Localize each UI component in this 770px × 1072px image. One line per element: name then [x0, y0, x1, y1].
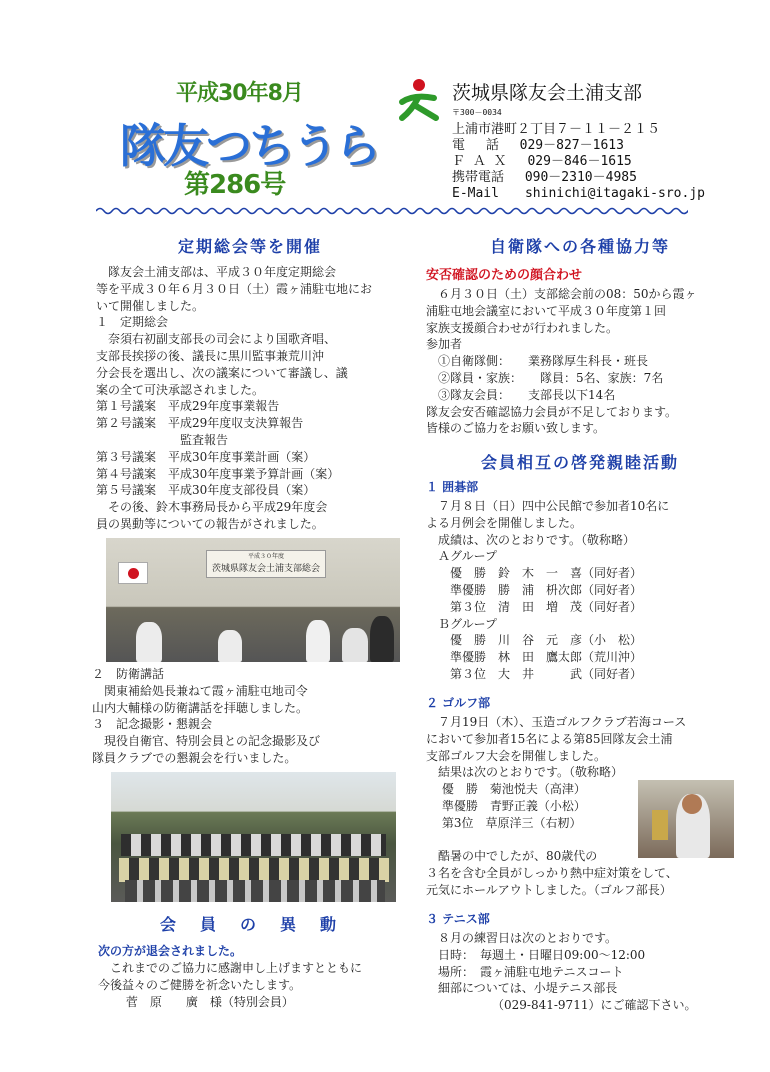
contact-mobile: 携帯電話 090－2310－4985 [452, 170, 637, 185]
member-change-body: これまでのご協力に感謝申し上げますとともに 今後益々のご健勝を祈念いたします。 菅 原 廣 様（特別会員） [98, 961, 363, 1009]
golf-winner-photo [638, 780, 734, 858]
contact-phone: 電 話 029－827－1613 [452, 138, 624, 153]
safety-heading: 安否確認のための顔合わせ [426, 268, 583, 283]
meeting-heading: 定期総会等を開催 [177, 237, 322, 256]
contact-fax: Ｆ Ａ Ｘ 029－846－1615 [452, 154, 632, 169]
photo-banner: 茨城県隊友会土浦支部総会 [211, 564, 320, 574]
member-change-subtitle: 次の方が退会されました。 [98, 944, 243, 958]
header-wave-divider [96, 206, 688, 216]
contact-email: E-Mail shinichi@itagaki-sro.jp [452, 186, 705, 201]
newsletter-title: 隊友つちうら [120, 119, 378, 173]
group-photo [111, 772, 396, 902]
tennis-club-body: ８月の練習日は次のとおりです。 日時： 毎週土・日曜日09:00～12:00 場所： 霞ヶ浦駐屯地テニスコート 細部については、小堤テニス部長 （029-841-9711）にご確認下さい。 [438, 931, 697, 1013]
golf-club-heading: ２ ゴルフ部 [426, 696, 491, 710]
organization-name: 茨城県隊友会土浦支部 [452, 82, 643, 104]
issue-number: 第286号 [184, 170, 286, 200]
activity-heading: 会員相互の啓発親睦活動 [480, 453, 679, 472]
address: 上浦市港町２丁目７－１１－２１５ [452, 122, 661, 137]
meeting-photo [106, 538, 400, 662]
safety-body: ６月３０日（土）支部総会前の08：50から霞ヶ 浦駐屯地会議室において平成３０年度第１回 家族支援顔合わせが行われました。 参加者 ①自衛隊側： 業務隊厚生科長・班長 ②隊員・家族： 隊員：5名、家族：7名 ③隊友会員： 支部長以下14名 隊友会安否確認協力会員が不足しております。 皆様のご協力をお願い致します。 [426, 287, 697, 436]
support-heading: 自衛隊への各種協力等 [489, 237, 670, 256]
photo-banner-year: 平成３０年度 [247, 553, 284, 560]
member-change-heading: 会 員 の 異 動 [159, 915, 340, 934]
trophy-icon [652, 810, 668, 840]
go-club-heading: １ 囲碁部 [426, 480, 479, 494]
tennis-club-heading: ３ テニス部 [426, 912, 490, 926]
go-club-body: ７月８日（日）四中公民館で参加者10名に よる月例会を開催しました。 成績は、次のとおりです。（敬称略） Ａグループ 優 勝 鈴 木 一 喜（同好者） 準優勝 勝 浦 枡次郎（同好者） 第３位 清 田 増 茂（同好者） Ｂグループ 優 勝 川 谷 元 彦（小 松） 準優勝 林 田 鷹太郎（荒川沖） 第３位 大 井 武（同好者） [426, 499, 670, 681]
defense-body: ２ 防衛講話 関東補給処長兼ねて霞ヶ浦駐屯地司令 山内大輔様の防衛講話を拝聴しました。 ３ 記念撮影・懇親会 現役自衛官、特別会員との記念撮影及び 隊員クラブでの懇親会を行いました。 [92, 667, 321, 765]
postal-code: 〒300－0034 [452, 108, 502, 117]
issue-date: 平成30年8月 [176, 81, 303, 106]
contact-block [452, 108, 705, 202]
organization-logo-icon [396, 76, 442, 122]
golf-club-body: ７月19日（木）、玉造ゴルフクラブ若海コース において参加者15名による第85回隊友会土浦 支部ゴルフ大会を開催しました。 結果は次のとおりです。（敬称略） 優 勝 菊池悦夫（高津） 準優勝 青野正義（小松） 第3位 草原洋三（右籾） 酷暑の中でしたが、80歳代の ３名を含む全員がしっかり熱中症対策をして、 元気にホールアウトしました。（ゴルフ部長） [426, 715, 687, 897]
meeting-body: 隊友会土浦支部は、平成３０年度定期総会 等を平成３０年６月３０日（土）霞ヶ浦駐屯地にお いて開催しました。 １ 定期総会 奈須右初副支部長の司会により国歌斉唱、 支部長挨拶の後、議長に黒川監事兼荒川沖 分会長を選出し、次の議案について審議し、議 案の全て可決承認されました。 第１号議案 平成29年度事業報告 第２号議案 平成29年度収支決算報告 監査報告 第３号議案 平成30年度事業計画（案） 第４号議案 平成30年度事業予算計画（案） 第５号議案 平成30年度支部役員（案） その後、鈴木事務局長から平成29年度会 員の異動等についての報告がされました。 [96, 265, 373, 531]
flag-icon [118, 562, 148, 584]
